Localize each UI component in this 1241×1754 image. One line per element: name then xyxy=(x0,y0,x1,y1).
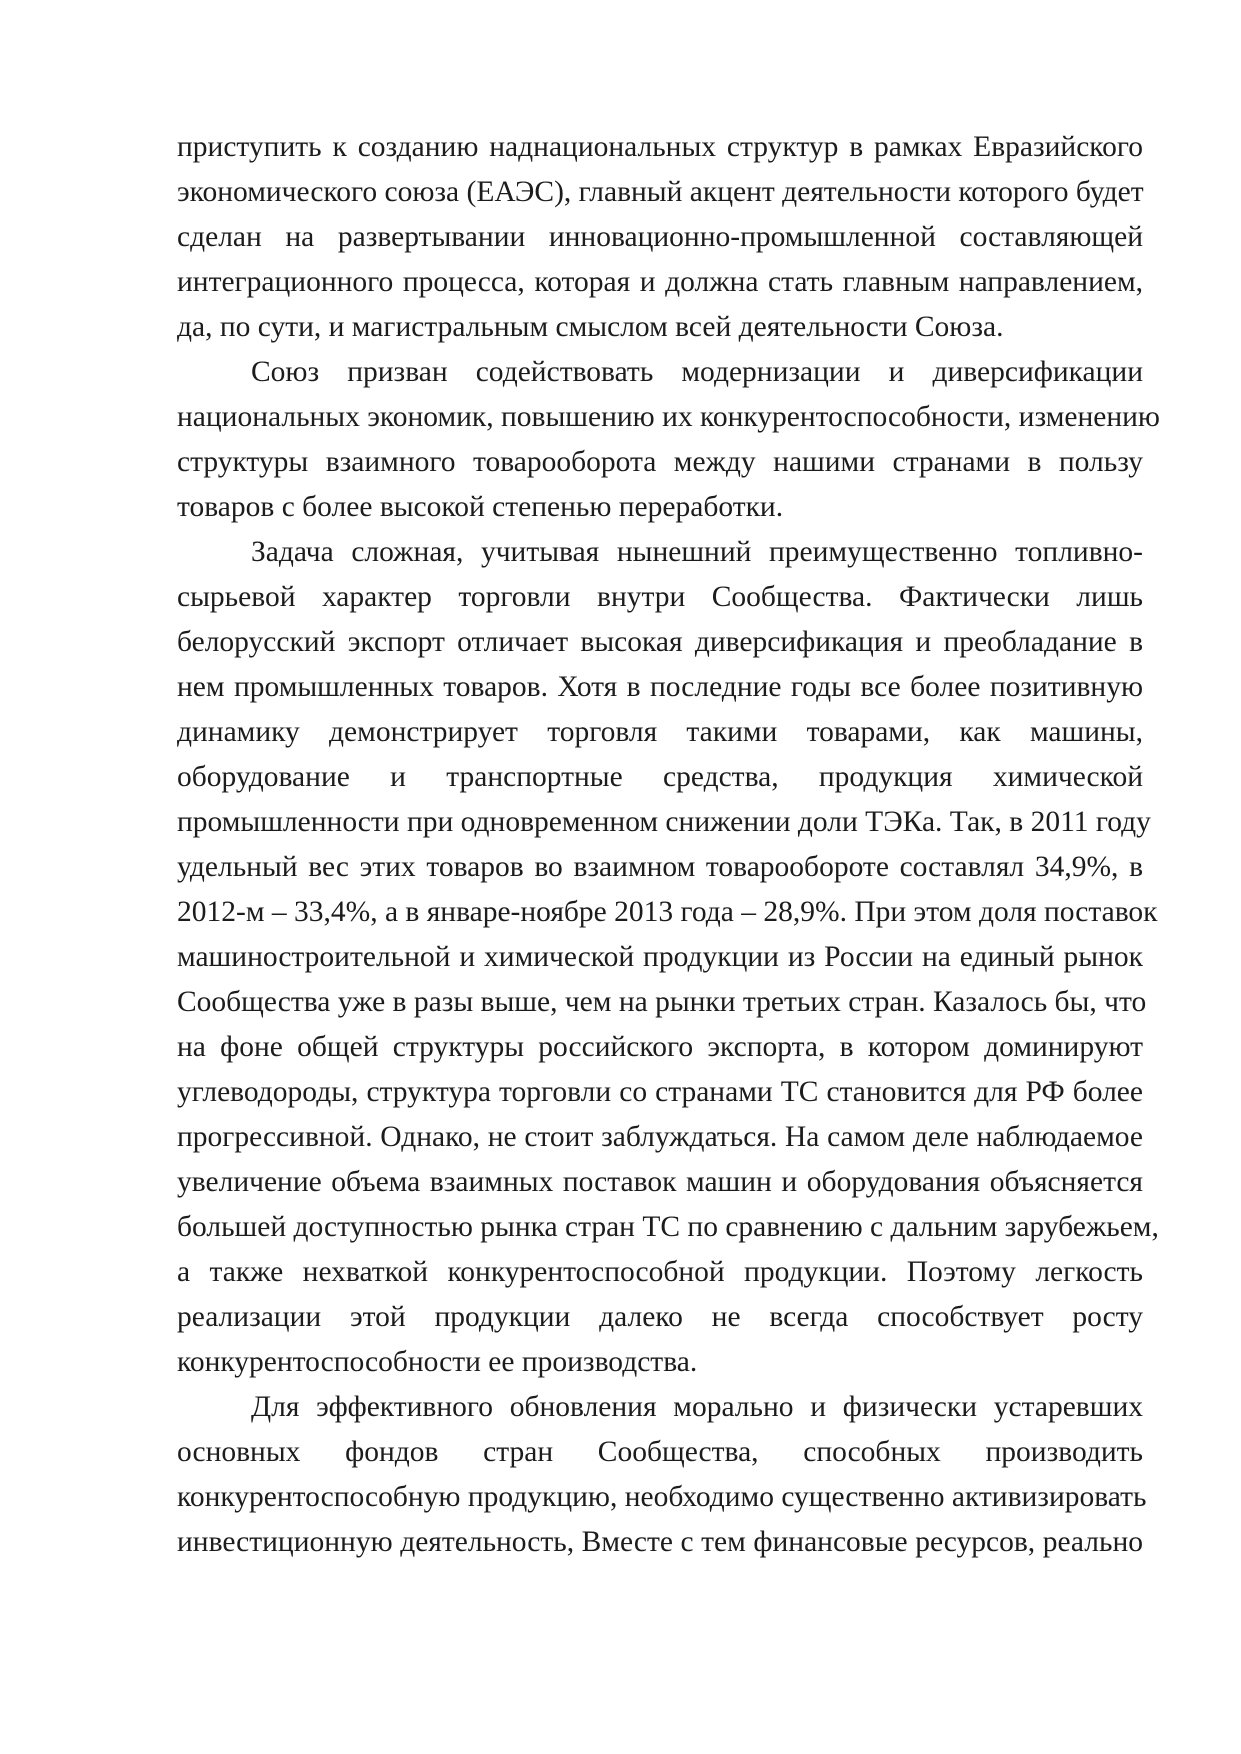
text-line: 2012-м – 33,4%, а в январе-ноябре 2013 года – 28,9%. При этом доля поставок xyxy=(177,896,1158,928)
text-line: а также нехваткой конкурентоспособной продукции. Поэтому легкость xyxy=(177,1256,1143,1288)
text-line: национальных экономик, повышению их конкурентоспособности, изменению xyxy=(177,401,1160,433)
text-line: Сообщества уже в разы выше, чем на рынки третьих стран. Казалось бы, что xyxy=(177,986,1147,1018)
text-line: интеграционного процесса, которая и должна стать главным направлением, xyxy=(177,266,1143,298)
text-line: Для эффективного обновления морально и физически устаревших xyxy=(251,1391,1143,1423)
text-line: большей доступностью рынка стран ТС по сравнению с дальним зарубежьем, xyxy=(177,1211,1159,1243)
text-line: прогрессивной. Однако, не стоит заблуждаться. На самом деле наблюдаемое xyxy=(177,1121,1143,1153)
text-line: экономического союза (ЕАЭС), главный акцент деятельности которого будет xyxy=(177,176,1144,208)
text-line: удельный вес этих товаров во взаимном товарообороте составлял 34,9%, в xyxy=(177,851,1143,883)
text-line: промышленности при одновременном снижении доли ТЭКа. Так, в 2011 году xyxy=(177,806,1151,838)
text-line: приступить к созданию наднациональных структур в рамках Евразийского xyxy=(177,131,1143,163)
text-line: инвестиционную деятельность, Вместе с тем финансовые ресурсов, реально xyxy=(177,1526,1143,1558)
text-line: конкурентоспособности ее производства. xyxy=(177,1346,698,1378)
text-line: динамику демонстрирует торговля такими товарами, как машины, xyxy=(177,716,1143,748)
text-line: сырьевой характер торговли внутри Сообщества. Фактически лишь xyxy=(177,581,1143,613)
text-line: Союз призван содействовать модернизации и диверсификации xyxy=(251,356,1143,388)
text-line: Задача сложная, учитывая нынешний преимущественно топливно- xyxy=(251,536,1143,568)
paragraph-4 xyxy=(177,1385,1147,1565)
paragraph-3 xyxy=(177,530,1159,1385)
text-line: конкурентоспособную продукцию, необходимо существенно активизировать xyxy=(177,1481,1147,1513)
paragraph-2 xyxy=(177,350,1160,530)
text-line: нем промышленных товаров. Хотя в последние годы все более позитивную xyxy=(177,671,1143,703)
body-text xyxy=(177,125,1160,1565)
paragraph-1 xyxy=(177,125,1143,350)
text-line: увеличение объема взаимных поставок машин и оборудования объясняется xyxy=(177,1166,1143,1198)
text-line: реализации этой продукции далеко не всегда способствует росту xyxy=(177,1301,1143,1333)
text-line: оборудование и транспортные средства, продукция химической xyxy=(177,761,1143,793)
text-line: на фоне общей структуры российского экспорта, в котором доминируют xyxy=(177,1031,1143,1063)
text-line: сделан на развертывании инновационно-промышленной составляющей xyxy=(177,221,1143,253)
text-line: товаров с более высокой степенью переработки. xyxy=(177,491,784,523)
text-line: структуры взаимного товарооборота между нашими странами в пользу xyxy=(177,446,1143,478)
text-line: углеводороды, структура торговли со странами ТС становится для РФ более xyxy=(177,1076,1143,1108)
text-line: да, по сути, и магистральным смыслом всей деятельности Союза. xyxy=(177,311,1004,343)
text-line: основных фондов стран Сообщества, способных производить xyxy=(177,1436,1143,1468)
text-line: белорусский экспорт отличает высокая диверсификация и преобладание в xyxy=(177,626,1143,658)
text-line: машиностроительной и химической продукции из России на единый рынок xyxy=(177,941,1143,973)
